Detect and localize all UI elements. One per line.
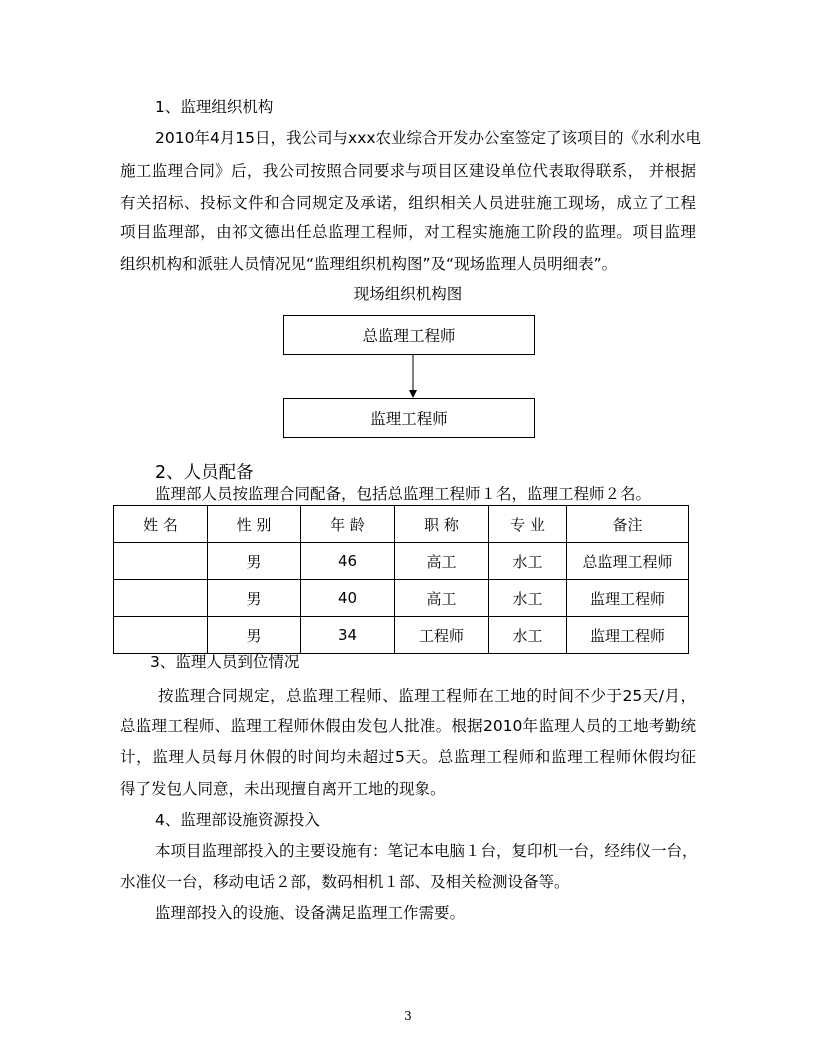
section4-line-2: 水准仪一台，移动电话２部，数码相机１部、及相关检测设备等。: [120, 873, 570, 891]
section4-line-1: 本项目监理部投入的主要设施有：笔记本电脑１台，复印机一台，经纬仪一台，: [155, 842, 698, 860]
cell-name: [114, 580, 208, 617]
cell-title: 工程师: [395, 617, 489, 654]
table-row: [114, 617, 689, 654]
section1-line-4: 项目监理部，由祁文德出任总监理工程师，对工程实施施工阶段的监理。项目监理: [120, 223, 696, 241]
cell-age: 34: [301, 617, 395, 654]
org-box-engineer: 监理工程师: [283, 398, 535, 438]
cell-name: [114, 543, 208, 580]
table-header-row: [114, 506, 689, 543]
cell-remarks: 监理工程师: [567, 617, 689, 654]
cell-gender: 男: [208, 543, 301, 580]
cell-gender: 男: [208, 580, 301, 617]
section1-line-2: 施工监理合同》后，我公司按照合同要求与项目区建设单位代表取得联系， 并根据: [120, 162, 696, 180]
cell-remarks: 监理工程师: [567, 580, 689, 617]
section3-line-3: 计，监理人员每月休假的时间均未超过5天。总监理工程师和监理工程师休假均征: [120, 748, 696, 766]
cell-name: [114, 617, 208, 654]
header-title: 职 称: [395, 506, 489, 543]
header-name: 姓 名: [114, 506, 208, 543]
table-row: [114, 580, 689, 617]
cell-specialty: 水工: [489, 580, 567, 617]
header-age: 年 龄: [301, 506, 395, 543]
section1-line-1: 2010年4月15日，我公司与xxx农业综合开发办公室签定了该项目的《水利水电: [155, 129, 702, 147]
cell-age: 46: [301, 543, 395, 580]
section4-heading: 4、监理部设施资源投入: [155, 811, 320, 829]
section2-intro: 监理部人员按监理合同配备，包括总监理工程师１名，监理工程师２名。: [155, 485, 652, 503]
cell-specialty: 水工: [489, 543, 567, 580]
section3-heading: 3、监理人员到位情况: [150, 653, 300, 671]
header-specialty: 专 业: [489, 506, 567, 543]
section1-line-3: 有关招标、投标文件和合同规定及承诺，组织相关人员进驻施工现场，成立了工程: [120, 194, 696, 212]
header-gender: 性 别: [208, 506, 301, 543]
cell-remarks: 总监理工程师: [567, 543, 689, 580]
org-chart-title: 现场组织机构图: [353, 285, 463, 303]
section2-heading: 2、人员配备: [155, 463, 254, 483]
page-number: 3: [404, 1009, 412, 1023]
org-box-chief-engineer: 总监理工程师: [283, 315, 535, 355]
section3-line-1: 按监理合同规定，总监理工程师、监理工程师在工地的时间不少于25天/月，: [158, 687, 696, 705]
cell-gender: 男: [208, 617, 301, 654]
staff-table: [113, 505, 689, 654]
section1-line-5: 组织机构和派驻人员情况见“监理组织机构图”及“现场监理人员明细表”。: [120, 255, 618, 273]
header-remarks: 备注: [567, 506, 689, 543]
cell-title: 高工: [395, 543, 489, 580]
table-row: [114, 543, 689, 580]
section3-line-4: 得了发包人同意，未出现擅自离开工地的现象。: [120, 780, 446, 798]
cell-title: 高工: [395, 580, 489, 617]
cell-age: 40: [301, 580, 395, 617]
section4-line-3: 监理部投入的设施、设备满足监理工作需要。: [155, 904, 466, 922]
section1-heading: 1、监理组织机构: [155, 98, 274, 116]
cell-specialty: 水工: [489, 617, 567, 654]
section3-line-2: 总监理工程师、监理工程师休假由发包人批准。根据2010年监理人员的工地考勤统: [120, 717, 696, 735]
